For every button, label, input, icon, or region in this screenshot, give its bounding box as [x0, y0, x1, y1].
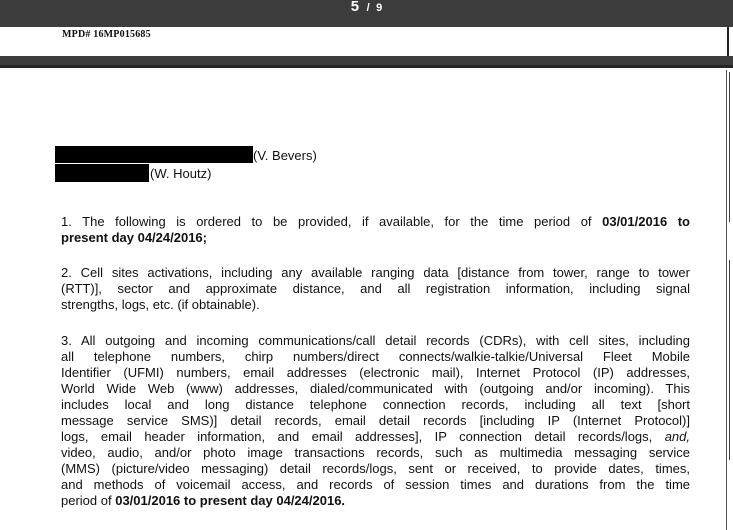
total-pages: 9	[376, 2, 383, 14]
text-line: 3. All outgoing and incoming communications/call detail records (CDRs), with cell sites, including	[61, 333, 690, 348]
scan-artifact-line	[729, 260, 730, 460]
previous-page-bottom[interactable]	[0, 27, 729, 56]
redaction-bar	[55, 164, 149, 182]
text-line: video, audio, and/or photo image transactions records, such as multimedia messaging service	[61, 445, 690, 460]
text-line: includes local and long distance telephone connection records, including all text [short	[61, 397, 690, 412]
text-line: 1. The following is ordered to be provided, if available, for the time period of 03/01/2016 to	[61, 214, 690, 229]
paragraph-1	[61, 214, 690, 246]
case-number-header: MPD# 16MP015685	[62, 29, 151, 40]
text-line: Identifier (UFMI) numbers, email addresses (electronic mail), Internet Protocol (IP) addresses,	[61, 365, 690, 380]
text-line: and methods of voicemail access, and records of session times and durations from the time	[61, 477, 690, 492]
text-line: World Wide Web (www) addresses, dialed/communicated with (outgoing and/or incoming). This	[61, 381, 690, 396]
page-edge	[726, 70, 727, 530]
name-label-bevers: (V. Bevers)	[253, 148, 317, 163]
redaction-bar	[55, 146, 253, 163]
paragraph-3	[61, 333, 690, 509]
current-page-number: 5	[350, 0, 361, 15]
scan-artifact-line	[729, 72, 730, 222]
text-line: 2. Cell sites activations, including any available ranging data [distance from tower, range to tower	[61, 265, 690, 280]
text-line: strengths, logs, etc. (if obtainable).	[61, 297, 260, 312]
text-line: message service SMS)] detail records, email detail records [including IP (Internet Protocol)]	[61, 413, 690, 428]
text-line: logs, email header information, and email addresses], IP connection detail records/logs, and,	[61, 429, 690, 444]
page-separator: /	[366, 2, 370, 14]
name-label-houtz: (W. Houtz)	[150, 166, 212, 181]
page-gap	[0, 56, 733, 68]
text-line: present day 04/24/2016;	[61, 230, 207, 245]
page-counter	[0, 0, 733, 27]
text-line: (MMS) (picture/video messaging) detail records/logs, sent or received, to provide dates, times,	[61, 461, 690, 476]
text-line: period of 03/01/2016 to present day 04/24/2016.	[61, 493, 346, 508]
paragraph-2	[61, 265, 690, 313]
text-line: (RTT)], sector and approximate distance, and all registration information, including signal	[61, 281, 690, 296]
text-line: all telephone numbers, chirp numbers/direct connects/walkie-talkie/Universal Fleet Mobile	[61, 349, 690, 364]
